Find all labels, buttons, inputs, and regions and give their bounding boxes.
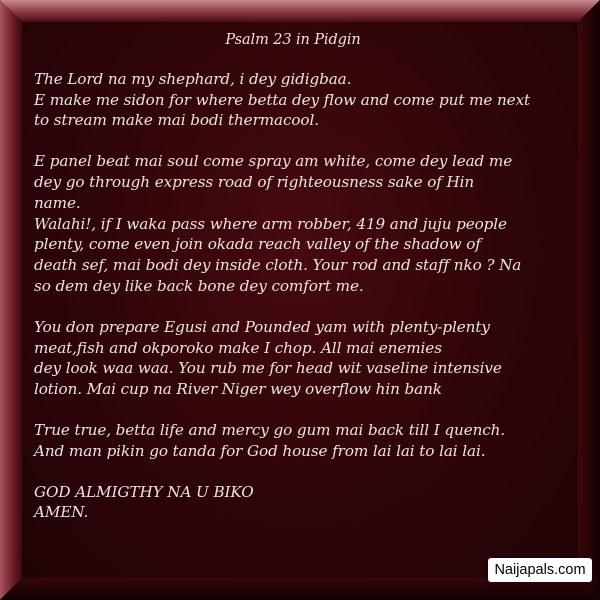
text-line: True true, betta life and mercy go gum mai back till I quench. <box>34 420 506 439</box>
paragraph-5 <box>34 482 542 524</box>
frame-bevel-top <box>0 0 600 22</box>
text-line: dey look waa waa. You rub me for head wit vaseline intensive <box>34 359 502 378</box>
text-line: Walahi!, if I waka pass where arm robber, 419 and juju people <box>34 214 507 233</box>
text-line: to stream make mai bodi thermacool. <box>34 111 319 130</box>
text-line: E panel beat mai soul come spray am white, come dey lead me <box>34 152 513 171</box>
text-line: name. <box>34 193 81 212</box>
text-line: And man pikin go tanda for God house from lai lai to lai lai. <box>34 441 486 460</box>
frame-bevel-left <box>0 0 22 600</box>
text-line: The Lord na my shephard, i dey gidigbaa. <box>34 69 352 88</box>
frame-bevel-right <box>578 0 600 600</box>
watermark-link[interactable]: Naijapals.com <box>488 558 592 582</box>
paragraph-2 <box>34 151 542 297</box>
text-line: GOD ALMIGTHY NA U BIKO <box>34 482 254 501</box>
text-line: death sef, mai bodi dey inside cloth. Your rod and staff nko ? Na <box>34 256 522 275</box>
page-title: Psalm 23 in Pidgin <box>225 32 361 48</box>
text-line: AMEN. <box>34 503 89 522</box>
paragraph-1 <box>34 69 542 131</box>
paragraph-3 <box>34 317 542 400</box>
poem-content <box>34 30 542 543</box>
text-line: so dem dey like back bone dey comfort me. <box>34 276 364 295</box>
text-line: meat,fish and okporoko make I chop. All mai enemies <box>34 338 442 357</box>
text-line: You don prepare Egusi and Pounded yam with plenty-plenty <box>34 317 490 336</box>
paragraph-4 <box>34 420 542 462</box>
text-line: dey go through express road of righteousness sake of Hin <box>34 172 475 191</box>
text-line: plenty, come even join okada reach valley of the shadow of <box>34 235 481 254</box>
text-line: lotion. Mai cup na River Niger wey overflow hin bank <box>34 380 442 399</box>
text-line: E make me sidon for where betta dey flow and come put me next <box>34 90 531 109</box>
